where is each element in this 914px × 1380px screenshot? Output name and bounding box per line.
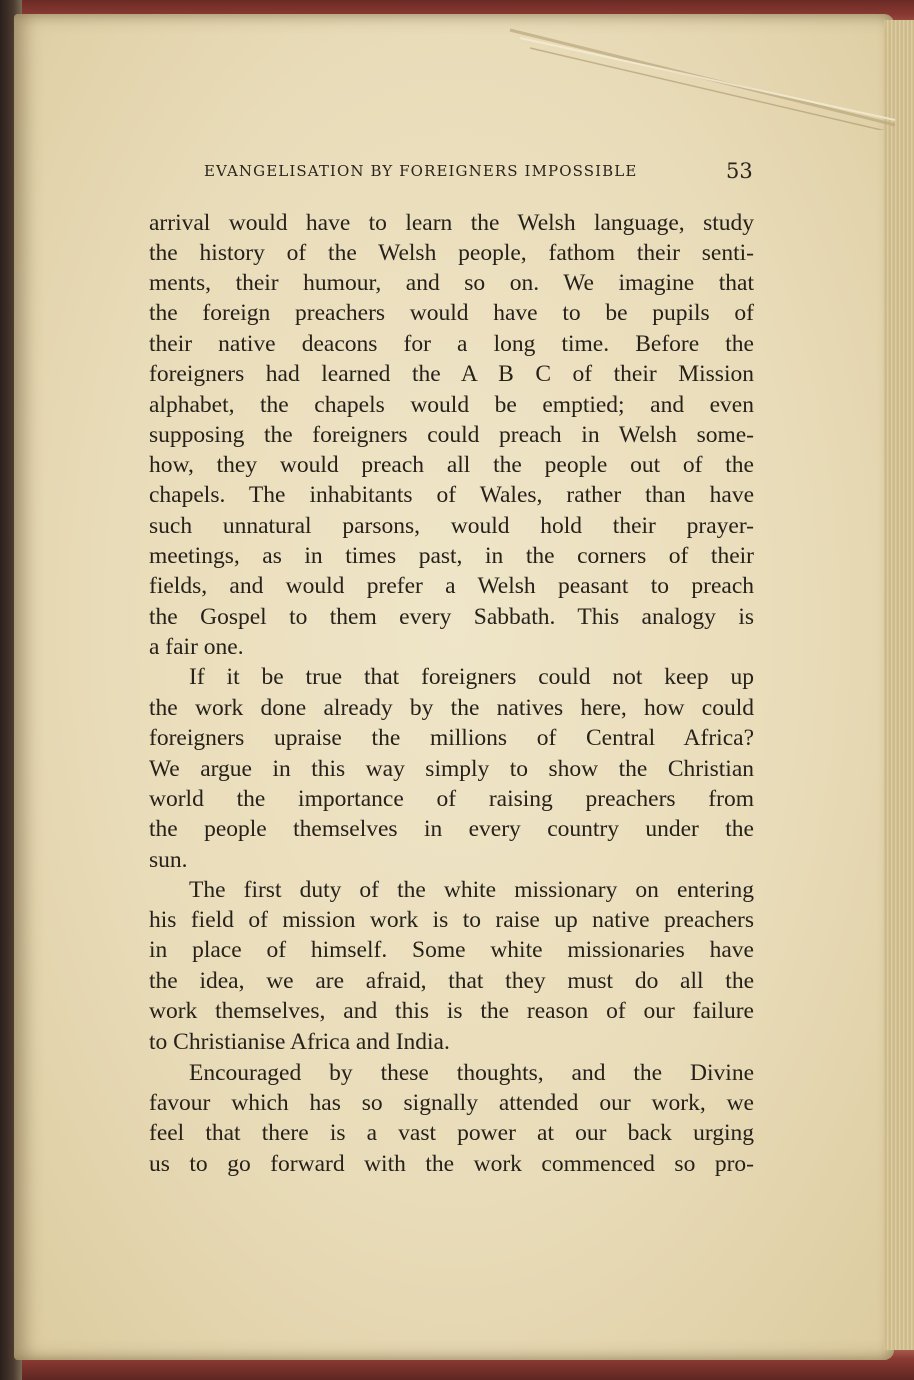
text-line: their native deacons for a long time. Before the: [149, 331, 754, 357]
running-head-title: EVANGELISATION BY FOREIGNERS IMPOSSIBLE: [204, 162, 638, 180]
text-line: We argue in this way simply to show the Christian: [149, 756, 754, 782]
text-line: his field of mission work is to raise up native preachers: [149, 907, 754, 933]
text-line: supposing the foreigners could preach in Welsh some-: [149, 422, 754, 448]
text-line: such unnatural parsons, would hold their prayer-: [149, 513, 754, 539]
text-line: If it be true that foreigners could not keep up: [189, 664, 754, 690]
text-line: the Gospel to them every Sabbath. This analogy is: [149, 604, 754, 630]
text-line: the work done already by the natives here, how could: [149, 695, 754, 721]
text-line: to Christianise Africa and India.: [149, 1029, 450, 1055]
text-line: arrival would have to learn the Welsh language, study: [149, 210, 754, 236]
text-line: feel that there is a vast power at our back urging: [149, 1120, 754, 1146]
text-line: the people themselves in every country under the: [149, 816, 754, 842]
text-line: the history of the Welsh people, fathom their senti-: [149, 240, 754, 266]
text-line: ments, their humour, and so on. We imagine that: [149, 270, 754, 296]
text-line: us to go forward with the work commenced so pro-: [149, 1151, 754, 1177]
text-line: chapels. The inhabitants of Wales, rather than have: [149, 482, 754, 508]
text-line: sun.: [149, 847, 188, 873]
text-line: work themselves, and this is the reason of our failure: [149, 998, 754, 1024]
text-line: foreigners upraise the millions of Central Africa?: [149, 725, 754, 751]
text-line: fields, and would prefer a Welsh peasant to preach: [149, 573, 754, 599]
page-number: 53: [726, 159, 753, 183]
text-line: the foreign preachers would have to be pupils of: [149, 300, 754, 326]
text-line: favour which has so signally attended our work, we: [149, 1090, 754, 1116]
text-line: world the importance of raising preachers from: [149, 786, 754, 812]
text-line: foreigners had learned the A B C of their Mission: [149, 361, 754, 387]
text-line: meetings, as in times past, in the corners of their: [149, 543, 754, 569]
text-line: in place of himself. Some white missionaries have: [149, 937, 754, 963]
text-line: the idea, we are afraid, that they must do all the: [149, 968, 754, 994]
text-line: a fair one.: [149, 634, 244, 660]
text-line: Encouraged by these thoughts, and the Divine: [189, 1060, 754, 1086]
text-line: The first duty of the white missionary on entering: [189, 877, 754, 903]
text-line: how, they would preach all the people out of the: [149, 452, 754, 478]
text-line: alphabet, the chapels would be emptied; and even: [149, 392, 754, 418]
